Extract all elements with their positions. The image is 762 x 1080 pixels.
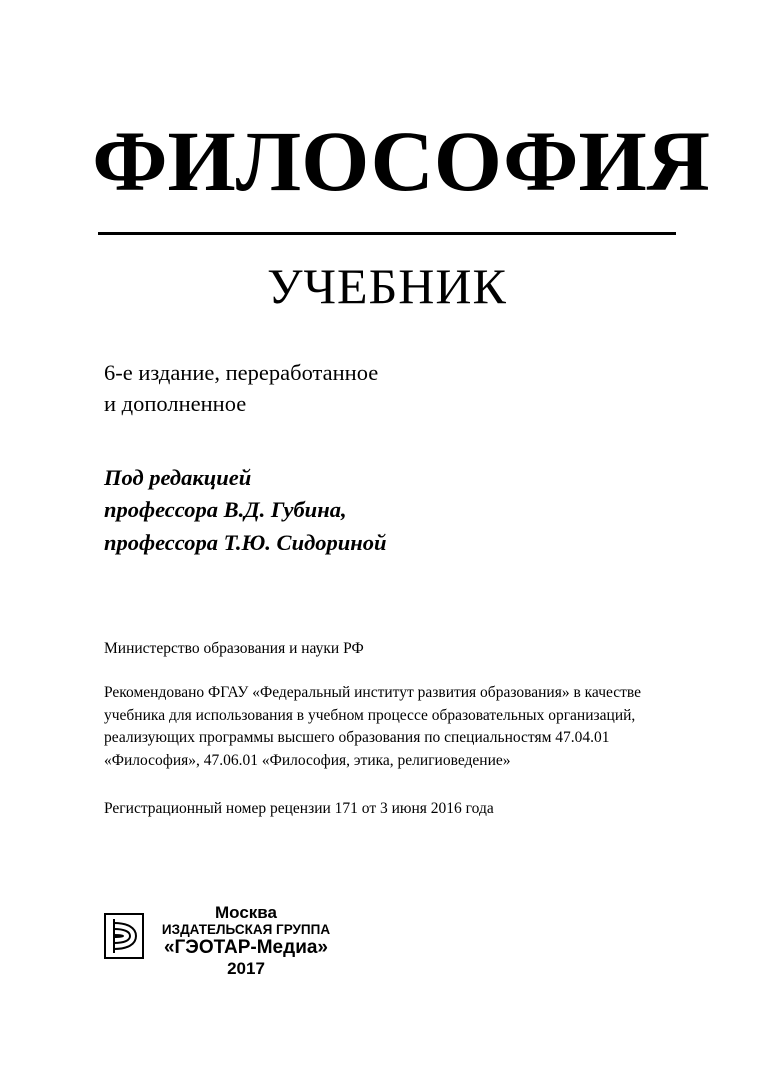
editor-name-2: профессора Т.Ю. Сидориной (104, 529, 387, 555)
editors-block (104, 462, 664, 559)
publisher-name: «ГЭОТАР-Медиа» (163, 937, 329, 959)
publisher-city: Москва (215, 903, 277, 922)
page-subtitle: УЧЕБНИК (267, 258, 507, 314)
registration-line: Регистрационный номер рецензии 171 от 3 июня 2016 года (104, 800, 494, 817)
publisher-group: ИЗДАТЕЛЬСКАЯ ГРУППА (161, 922, 331, 938)
publication-year: 2017 (227, 959, 265, 979)
edition-line-1: 6-е издание, переработанное (104, 360, 379, 385)
page-title: ФИЛОСОФИЯ (92, 113, 711, 209)
publisher-block (104, 903, 404, 978)
edition-info (104, 357, 664, 419)
ministry-line: Министерство образования и науки РФ (104, 640, 364, 657)
editors-label: Под редакцией (104, 465, 252, 490)
publisher-text (156, 903, 336, 978)
recommendation-text: Рекомендовано ФГАУ «Федеральный институт развития образования» в качестве учебника для использования в учебном процессе образовательных организаций, реализующих программы высшего образования по специальностям 47.04.01 «Философия», 47.06.01 «Философия, этика, религиоведение» (104, 684, 642, 769)
edition-line-2: и дополненное (104, 391, 247, 417)
geotar-media-logo-icon (104, 913, 144, 959)
title-block (92, 113, 711, 314)
editor-name-1: профессора В.Д. Губина, (104, 497, 347, 523)
